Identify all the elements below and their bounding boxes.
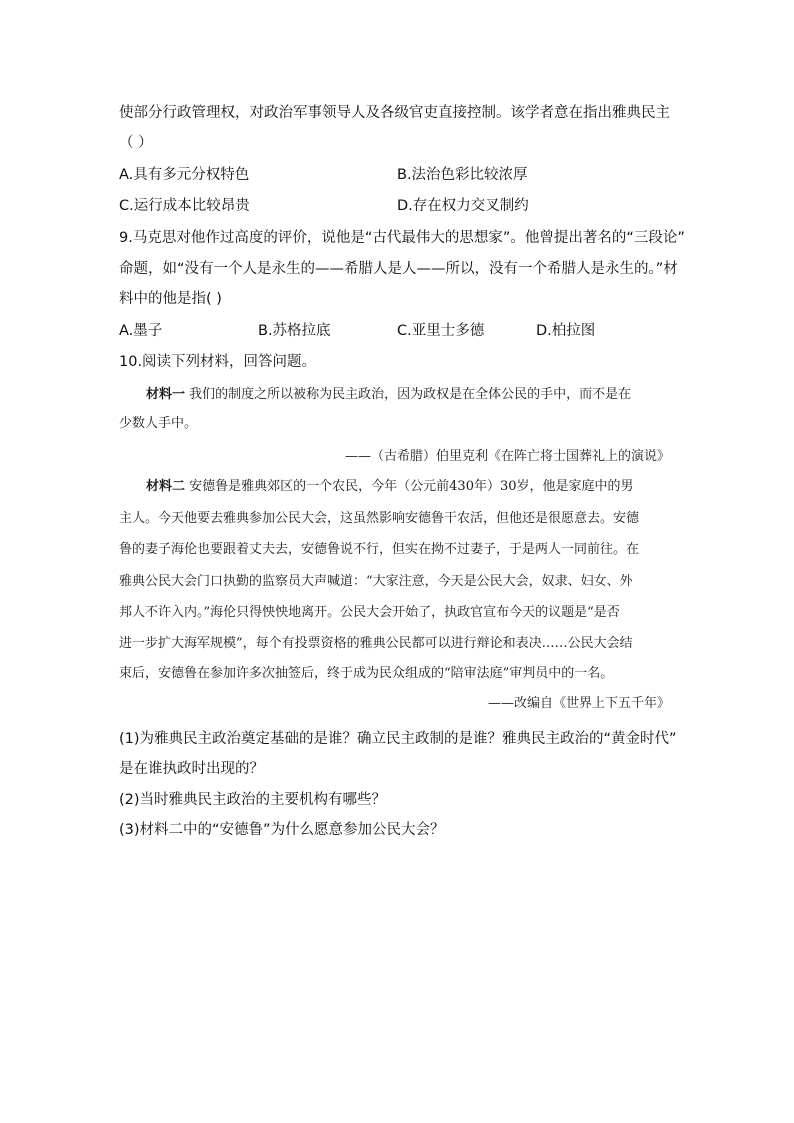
material2-line1 [146, 477, 702, 497]
q8-option-c: C.运行成本比较昂贵 [119, 198, 250, 214]
material1-line2: 少数人手中。 [119, 416, 198, 431]
q9-option-b: B.苏格拉底 [258, 323, 331, 339]
material2-line7: 束后，安德鲁在参加许多次抽签后，终于成为民众组成的“陪审法庭”审判员中的一名。 [119, 666, 614, 681]
material2-source: ——改编自《世界上下五千年》 [487, 696, 670, 711]
q8-option-a: A.具有多元分权特色 [119, 167, 250, 183]
material2-line4: 雅典公民大会门口执勤的监察员大声喊道：“大家注意，今天是公民大会，奴隶、妇女、外 [119, 574, 633, 589]
material2-line2: 主人。今天他要去雅典参加公民大会，这虽然影响安德鲁干农活，但他还是很愿意去。安德 [119, 511, 640, 526]
q10-subquestion-1-cont: 是在谁执政时出现的？ [119, 761, 264, 777]
q10-subquestion-2: (2)当时雅典民主政治的主要机构有哪些？ [119, 792, 387, 808]
q10-subquestion-3: (3)材料二中的“安德鲁”为什么愿意参加公民大会？ [119, 822, 445, 838]
q9-option-a: A.墨子 [119, 323, 163, 339]
q8-stem-line1: 使部分行政管理权，对政治军事领导人及各级官吏直接控制。该学者意在指出雅典民主 [119, 105, 670, 121]
material1-text: 我们的制度之所以被称为民主政治，因为政权是在全体公民的手中，而不是在 [189, 387, 632, 402]
q9-option-c: C.亚里士多德 [397, 323, 485, 339]
material1-label: 材料一 [146, 387, 186, 402]
q10-subquestion-1: (1)为雅典民主政治奠定基础的是谁？确立民主政制的是谁？雅典民主政治的“黄金时代” [119, 731, 677, 747]
q8-answer-blank: （ ） [119, 135, 153, 151]
q9-option-d: D.柏拉图 [536, 323, 596, 339]
material2-line5: 邦人不许入内。”海伦只得怏怏地离开。公民大会开始了，执政官宣布今天的议题是“是否 [119, 605, 620, 620]
material2-line6: 进一步扩大海军规模”，每个有投票资格的雅典公民都可以进行辩论和表决……公民大会结 [119, 636, 633, 651]
material2-label: 材料二 [146, 479, 186, 494]
material1-line1 [146, 385, 702, 405]
material2-text: 安德鲁是雅典郊区的一个农民，今年（公元前430年）30岁，他是家庭中的男 [189, 479, 634, 494]
q9-stem-line2: 命题，如“没有一个人是永生的——希腊人是人——所以，没有一个希腊人是永生的。”材 [119, 261, 678, 277]
q9-stem-line3: 料中的他是指( ) [119, 291, 222, 307]
material2-line3: 鲁的妻子海伦也要跟着丈夫去，安德鲁说不行，但实在拗不过妻子，于是两人一同前往。在 [119, 542, 640, 557]
material1-source: ——（古希腊）伯里克利《在阵亡将士国葬礼上的演说》 [344, 449, 670, 464]
q10-stem: 10.阅读下列材料，回答问题。 [119, 354, 317, 370]
q9-stem-line1: 9.马克思对他作过高度的评价，说他是“古代最伟大的思想家”。他曾提出著名的“三段论” [119, 230, 685, 246]
q8-option-d: D.存在权力交叉制约 [397, 198, 529, 214]
q8-option-b: B.法治色彩比较浓厚 [397, 167, 528, 183]
